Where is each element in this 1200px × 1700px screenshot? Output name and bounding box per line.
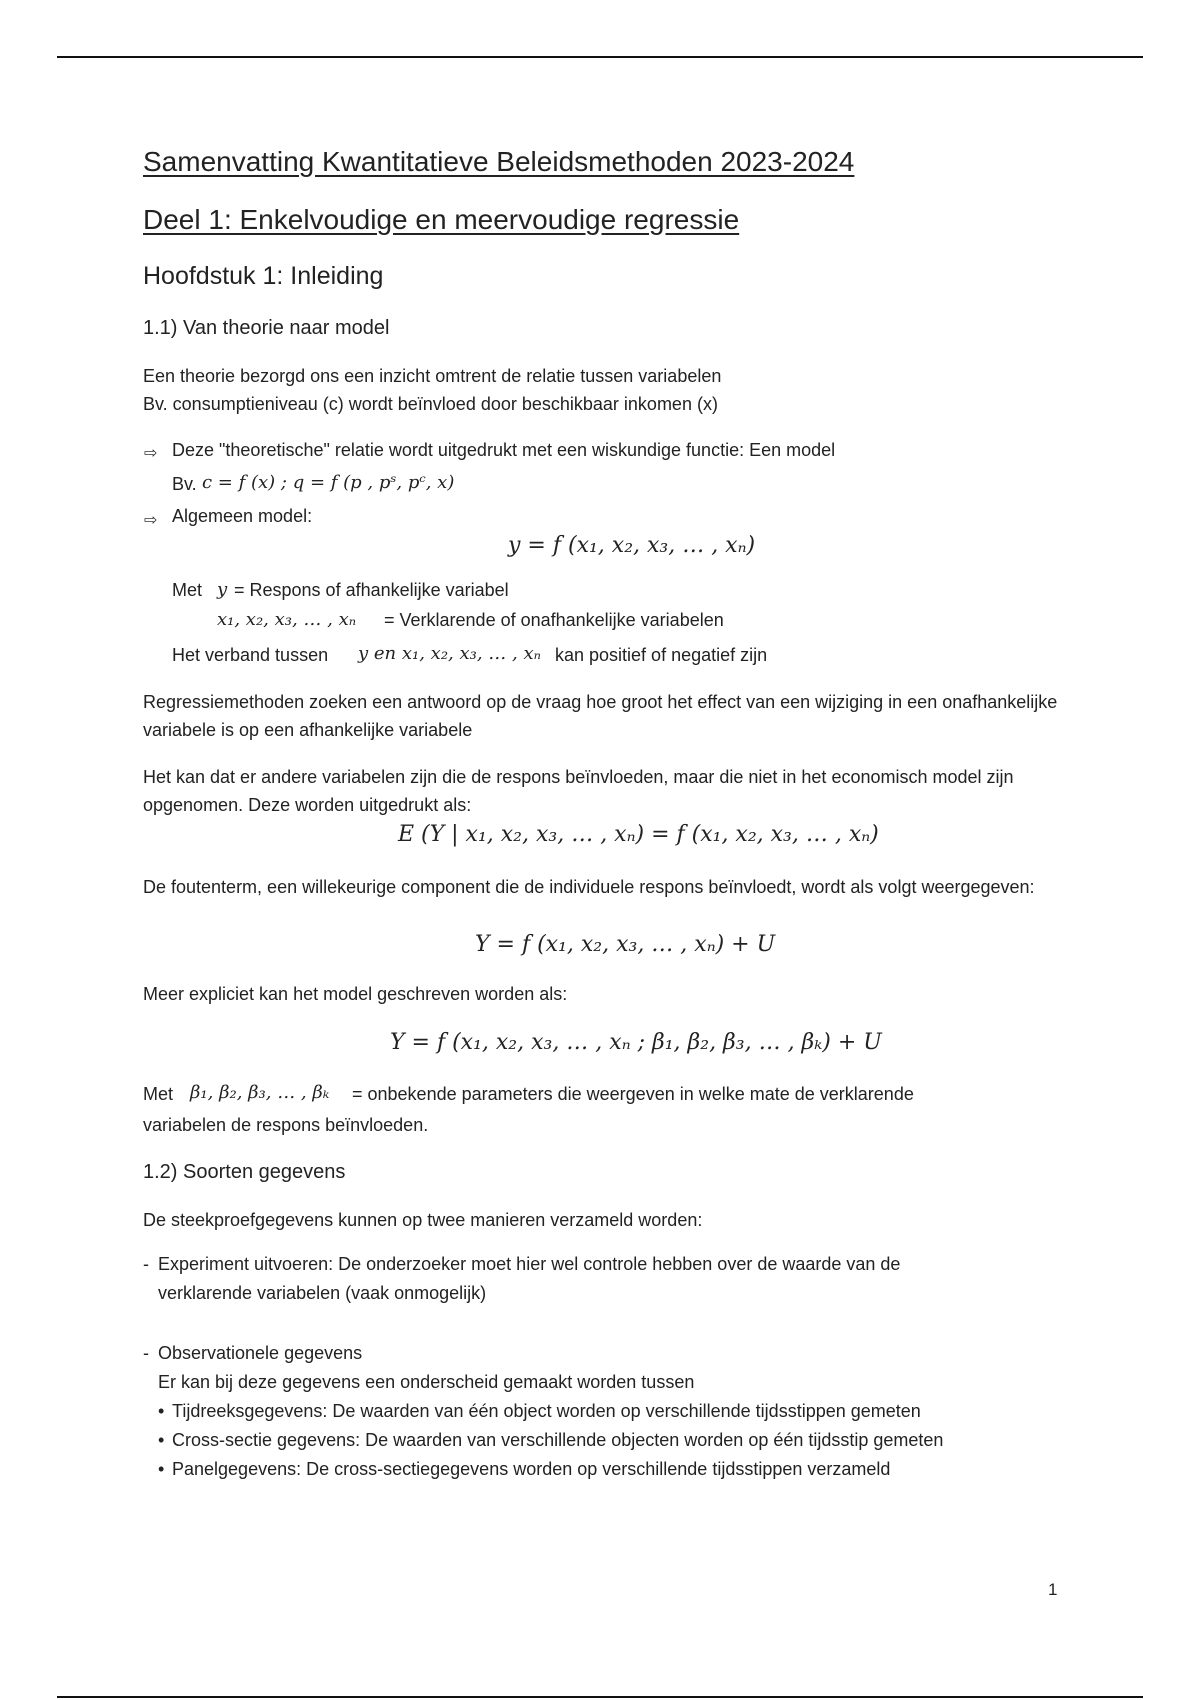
formula-general-model: y = f (x₁, x₂, x₃, … , xₙ) bbox=[508, 533, 756, 558]
chapter-heading: Hoofdstuk 1: Inleiding bbox=[143, 262, 384, 290]
part-heading: Deel 1: Enkelvoudige en meervoudige regressie bbox=[143, 204, 740, 235]
paragraph: Het kan dat er andere variabelen zijn die de respons beïnvloeden, maar die niet in het economisch model zijn opgenomen. Deze worden uitgedrukt als: bbox=[143, 767, 1014, 815]
met2-label: Met bbox=[143, 1084, 174, 1104]
formula-explicit-model: Y = f (x₁, x₂, x₃, … , xₙ ; β₁, β₂, β₃, … , βₖ) + U bbox=[390, 1030, 882, 1055]
list-item: Observationele gegevens bbox=[158, 1343, 363, 1363]
sub-list-item: Cross-sectie gegevens: De waarden van verschillende objecten worden op één tijdsstip gemeten bbox=[172, 1430, 944, 1450]
bullet-text: Algemeen model: bbox=[172, 506, 313, 526]
round-bullet-icon: • bbox=[158, 1430, 165, 1450]
arrow-bullet-icon: ⇨ bbox=[144, 512, 158, 529]
section-1-heading: 1.1) Van theorie naar model bbox=[143, 317, 390, 339]
paragraph: De foutenterm, een willekeurige component die de individuele respons beïnvloedt, wordt als volgt weergegeven: bbox=[143, 877, 1035, 897]
bullet-text: Deze "theoretische" relatie wordt uitgedrukt met een wiskundige functie: Een model bbox=[172, 440, 836, 460]
verband-text: kan positief of negatief zijn bbox=[555, 645, 768, 665]
dash-bullet: - bbox=[143, 1343, 149, 1363]
met-y-var: y bbox=[217, 579, 228, 600]
list-item: Experiment uitvoeren: De onderzoeker moet hier wel controle hebben over de waarde van de bbox=[158, 1254, 901, 1274]
paragraph-line: Meer expliciet kan het model geschreven worden als: bbox=[143, 984, 568, 1004]
round-bullet-icon: • bbox=[158, 1459, 165, 1479]
list-item: verklarende variabelen (vaak onmogelijk) bbox=[158, 1283, 487, 1303]
top-rule bbox=[57, 56, 1143, 58]
met-x-vars: x₁, x₂, x₃, … , xₙ bbox=[217, 609, 357, 630]
example-prefix: Bv. bbox=[172, 474, 197, 494]
met2-text: variabelen de respons beïnvloeden. bbox=[143, 1115, 429, 1135]
example-formula: c = f (x) ; q = f (p , pˢ, pᶜ, x) bbox=[202, 472, 455, 493]
page-number: 1 bbox=[1048, 1580, 1058, 1599]
document-title: Samenvatting Kwantitatieve Beleidsmethoden 2023-2024 bbox=[143, 146, 855, 177]
arrow-bullet-icon: ⇨ bbox=[144, 445, 158, 462]
paragraph-line: De steekproefgegevens kunnen op twee manieren verzameld worden: bbox=[143, 1210, 703, 1230]
verband-formula: y en x₁, x₂, x₃, … , xₙ bbox=[358, 643, 541, 664]
paragraph-line: Bv. consumptieniveau (c) wordt beïnvloed door beschikbaar inkomen (x) bbox=[143, 394, 718, 414]
bottom-rule bbox=[57, 1696, 1143, 1698]
sub-list-item: Tijdreeksgegevens: De waarden van één object worden op verschillende tijdsstippen gemeten bbox=[172, 1401, 921, 1421]
dash-bullet: - bbox=[143, 1254, 149, 1274]
met-label: Met bbox=[172, 580, 203, 600]
formula-expectation: E (Y | x₁, x₂, x₃, … , xₙ) = f (x₁, x₂, x₃, … , xₙ) bbox=[398, 822, 879, 847]
verband-text: Het verband tussen bbox=[172, 645, 329, 665]
met2-params: β₁, β₂, β₃, … , βₖ bbox=[190, 1082, 330, 1103]
sub-list-item: Panelgegevens: De cross-sectiegegevens worden op verschillende tijdsstippen verzameld bbox=[172, 1459, 891, 1479]
round-bullet-icon: • bbox=[158, 1401, 165, 1421]
formula-error-term: Y = f (x₁, x₂, x₃, … , xₙ) + U bbox=[475, 932, 776, 957]
met2-text: = onbekende parameters die weergeven in welke mate de verklarende bbox=[352, 1084, 914, 1104]
met-x-text: = Verklarende of onafhankelijke variabelen bbox=[384, 610, 724, 630]
paragraph: Regressiemethoden zoeken een antwoord op de vraag hoe groot het effect van een wijziging in een onafhankelijke variabele is op een afhankelijke variabele bbox=[143, 692, 1058, 740]
list-item: Er kan bij deze gegevens een onderscheid gemaakt worden tussen bbox=[158, 1372, 695, 1392]
section-2-heading: 1.2) Soorten gegevens bbox=[143, 1161, 346, 1183]
paragraph-line: Een theorie bezorgd ons een inzicht omtrent de relatie tussen variabelen bbox=[143, 366, 722, 386]
met-y-text: = Respons of afhankelijke variabel bbox=[234, 580, 509, 600]
